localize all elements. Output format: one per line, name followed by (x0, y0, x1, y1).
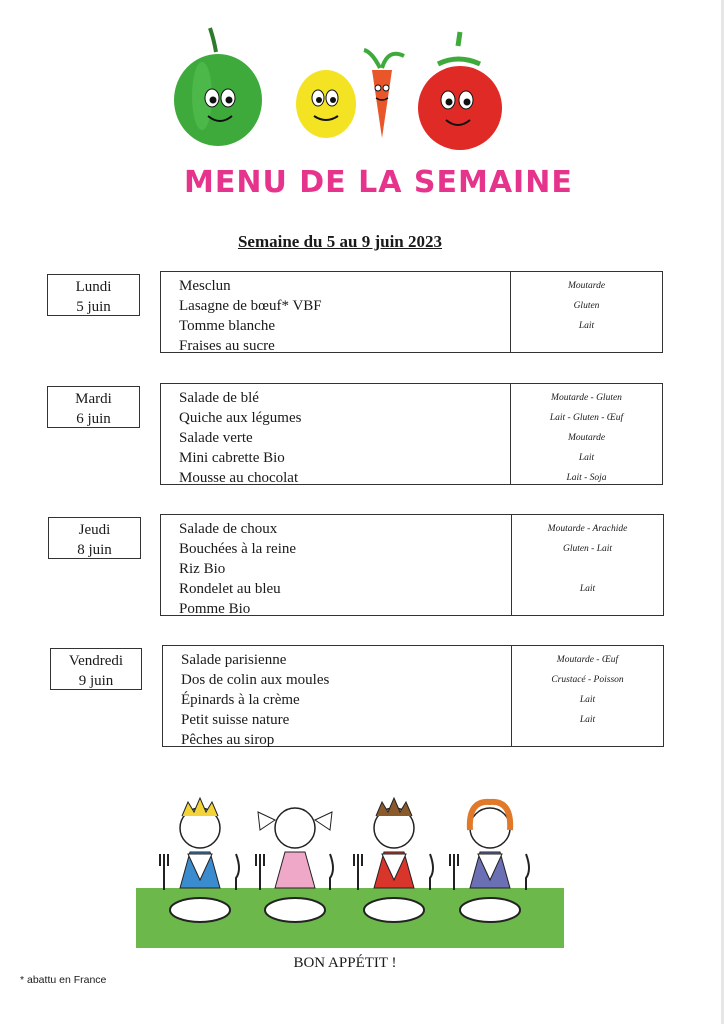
day-date: 6 juin (76, 411, 111, 427)
menu-table-lundi (160, 271, 663, 353)
allergen (512, 599, 663, 619)
dish-column (163, 646, 511, 746)
dish-column (161, 515, 511, 615)
day-date: 5 juin (76, 299, 111, 315)
menu-table-jeudi (160, 514, 664, 616)
dish: Salade verte (179, 430, 253, 446)
day-box-jeudi (48, 517, 141, 559)
allergen: Moutarde - Œuf (556, 655, 619, 665)
day-box-lundi (47, 274, 140, 316)
allergen: Lait (578, 453, 595, 463)
dish: Salade de choux (179, 521, 278, 537)
dish: Mousse au chocolat (179, 470, 299, 486)
dish: Salade de blé (179, 390, 259, 406)
dish: Petit suisse nature (181, 712, 290, 728)
svg-text:MENU DE LA SEMAINE: MENU DE LA SEMAINE (184, 165, 573, 200)
allergen (512, 730, 663, 750)
allergen-column (510, 384, 662, 484)
allergen: Lait (578, 321, 595, 331)
week-title: Semaine du 5 au 9 juin 2023 (237, 232, 443, 251)
allergen-column (511, 515, 663, 615)
dish: Fraises au sucre (179, 338, 275, 354)
allergen-column (511, 646, 663, 746)
dish: Bouchées à la reine (179, 541, 297, 557)
dish: Quiche aux légumes (179, 410, 302, 426)
day-box-mardi (47, 386, 140, 428)
vegetables-illustration (168, 26, 508, 146)
dish: Pomme Bio (179, 601, 251, 617)
dish: Épinards à la crème (181, 692, 300, 708)
dish: Dos de colin aux moules (181, 672, 330, 688)
allergen-column (510, 272, 662, 352)
dish: Lasagne de bœuf* VBF (179, 298, 322, 314)
allergen (512, 559, 663, 579)
dish: Mesclun (179, 278, 231, 294)
allergen: Moutarde - Arachide (547, 524, 628, 534)
dish: Tomme blanche (179, 318, 275, 334)
menu-table-vendredi (162, 645, 664, 747)
day-name: Lundi (75, 279, 112, 295)
allergen: Lait (579, 715, 596, 725)
dish: Pêches au sirop (181, 732, 275, 748)
allergen: Moutarde (567, 433, 606, 443)
menu-title-art (180, 148, 573, 208)
allergen: Crustacé - Poisson (551, 675, 624, 685)
day-date: 9 juin (78, 673, 114, 689)
dish: Mini cabrette Bio (179, 450, 285, 466)
allergen: Lait (579, 584, 596, 594)
day-name: Mardi (75, 391, 112, 407)
bon-appetit: BON APPÉTIT ! (293, 955, 397, 971)
allergen: Lait - Soja (566, 473, 607, 483)
dish: Salade parisienne (181, 652, 287, 668)
allergen (511, 336, 662, 356)
dish-column (161, 384, 510, 484)
dish-column (161, 272, 510, 352)
day-box-vendredi (50, 648, 142, 690)
allergen: Lait - Gluten - Œuf (549, 413, 624, 423)
allergen: Gluten (573, 301, 600, 311)
allergen: Moutarde - Gluten (551, 393, 622, 403)
dish: Rondelet au bleu (179, 581, 281, 597)
footnote: * abattu en France (20, 974, 107, 986)
allergen: Gluten - Lait (562, 544, 613, 554)
menu-table-mardi (160, 383, 663, 485)
day-name: Vendredi (68, 653, 124, 669)
dish: Riz Bio (179, 561, 226, 577)
allergen: Lait (579, 695, 596, 705)
day-date: 8 juin (77, 542, 112, 558)
day-name: Jeudi (78, 522, 111, 538)
kids-at-table-illustration (132, 790, 568, 955)
allergen: Moutarde (567, 281, 606, 291)
